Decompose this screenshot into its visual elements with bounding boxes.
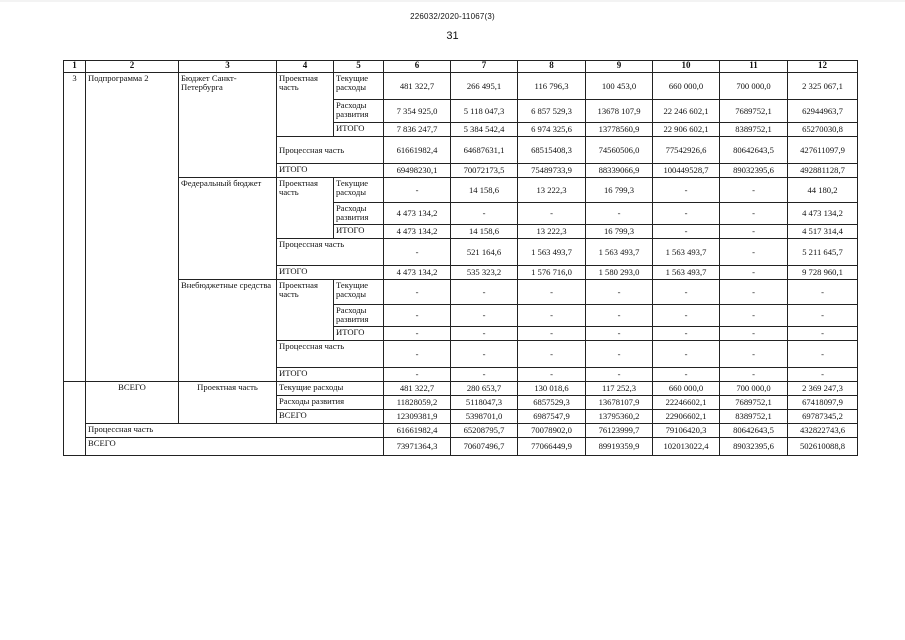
value-cell: 13778560,9	[586, 123, 653, 137]
value-cell: 117 252,3	[586, 382, 653, 396]
grand-total-label: ВСЕГО	[86, 382, 179, 424]
source-extrabudgetary: Внебюджетные средства	[179, 280, 277, 382]
value-cell: -	[720, 239, 788, 266]
value-cell: 4 473 134,2	[384, 225, 451, 239]
value-cell: 89032395,6	[720, 164, 788, 178]
value-cell: 12309381,9	[384, 410, 451, 424]
value-cell: 4 517 314,4	[788, 225, 858, 239]
value-cell: -	[653, 327, 720, 341]
project-part-label: Проектная часть	[179, 382, 277, 424]
value-cell: 5118047,3	[451, 396, 518, 410]
program-name: Подпрограмма 2	[86, 73, 179, 382]
value-cell: 79106420,3	[653, 424, 720, 438]
value-cell: -	[384, 280, 451, 305]
value-cell: -	[788, 341, 858, 368]
value-cell: -	[384, 239, 451, 266]
value-cell: 62944963,7	[788, 100, 858, 123]
col-header: 8	[518, 61, 586, 73]
value-cell: 266 495,1	[451, 73, 518, 100]
value-cell: 521 164,6	[451, 239, 518, 266]
value-cell: 44 180,2	[788, 178, 858, 203]
value-cell: -	[653, 225, 720, 239]
value-cell: 100 453,0	[586, 73, 653, 100]
value-cell: 7689752,1	[720, 396, 788, 410]
value-cell: 80642643,5	[720, 424, 788, 438]
value-cell: -	[451, 327, 518, 341]
value-cell: 73971364,3	[384, 438, 451, 456]
value-cell: 481 322,7	[384, 73, 451, 100]
value-cell: 130 018,6	[518, 382, 586, 396]
development-expenses-label: Расходы развития	[277, 396, 384, 410]
value-cell: 8389752,1	[720, 123, 788, 137]
value-cell: -	[720, 280, 788, 305]
value-cell: 65270030,8	[788, 123, 858, 137]
current-expenses-label: Текущие расходы	[277, 382, 384, 396]
value-cell: -	[720, 203, 788, 225]
value-cell: 7 354 925,0	[384, 100, 451, 123]
value-cell: 13 222,3	[518, 178, 586, 203]
value-cell: 74560506,0	[586, 137, 653, 164]
scan-edge	[0, 0, 905, 2]
source-spb: Бюджет Санкт-Петербурга	[179, 73, 277, 178]
value-cell: 13795360,2	[586, 410, 653, 424]
value-cell: -	[384, 305, 451, 327]
value-cell: -	[788, 305, 858, 327]
value-cell: -	[720, 225, 788, 239]
value-cell: 116 796,3	[518, 73, 586, 100]
project-part-label: Проектная часть	[277, 178, 334, 239]
total-label: ИТОГО	[277, 266, 384, 280]
row-number: 3	[64, 73, 86, 382]
value-cell: 70072173,5	[451, 164, 518, 178]
value-cell: -	[518, 280, 586, 305]
value-cell: 502610088,8	[788, 438, 858, 456]
value-cell: 700 000,0	[720, 382, 788, 396]
value-cell: 432822743,6	[788, 424, 858, 438]
value-cell: -	[384, 368, 451, 382]
value-cell: 5398701,0	[451, 410, 518, 424]
value-cell: 4 473 134,2	[384, 203, 451, 225]
value-cell: -	[451, 305, 518, 327]
subtotal-label: ВСЕГО	[277, 410, 384, 424]
value-cell: -	[518, 368, 586, 382]
source-federal: Федеральный бюджет	[179, 178, 277, 280]
subtotal-label: ИТОГО	[334, 225, 384, 239]
value-cell: 65208795,7	[451, 424, 518, 438]
page-number: 31	[446, 30, 459, 42]
value-cell: -	[518, 341, 586, 368]
value-cell: 9 728 960,1	[788, 266, 858, 280]
value-cell: 6 857 529,3	[518, 100, 586, 123]
value-cell: -	[788, 327, 858, 341]
value-cell: -	[518, 305, 586, 327]
col-header: 3	[179, 61, 277, 73]
col-header: 4	[277, 61, 334, 73]
development-expenses-label: Расходы развития	[334, 203, 384, 225]
value-cell: 89032395,6	[720, 438, 788, 456]
value-cell: 22 246 602,1	[653, 100, 720, 123]
value-cell: 5 384 542,4	[451, 123, 518, 137]
value-cell: 13678107,9	[586, 396, 653, 410]
budget-table	[63, 60, 858, 456]
development-expenses-label: Расходы развития	[334, 100, 384, 123]
value-cell: -	[586, 341, 653, 368]
col-header: 11	[720, 61, 788, 73]
value-cell: 5 211 645,7	[788, 239, 858, 266]
process-part-label: Процессная часть	[277, 239, 384, 266]
subtotal-label: ИТОГО	[334, 123, 384, 137]
row-number-empty	[64, 382, 86, 456]
value-cell: 14 158,6	[451, 225, 518, 239]
total-label: ИТОГО	[277, 368, 384, 382]
value-cell: 535 323,2	[451, 266, 518, 280]
value-cell: 4 473 134,2	[788, 203, 858, 225]
value-cell: -	[518, 327, 586, 341]
value-cell: 660 000,0	[653, 382, 720, 396]
value-cell: -	[720, 266, 788, 280]
development-expenses-label: Расходы развития	[334, 305, 384, 327]
current-expenses-label: Текущие расходы	[334, 178, 384, 203]
value-cell: 22 906 602,1	[653, 123, 720, 137]
subtotal-label: ИТОГО	[334, 327, 384, 341]
value-cell: 7689752,1	[720, 100, 788, 123]
process-part-label: Процессная часть	[86, 424, 384, 438]
project-part-label: Проектная часть	[277, 280, 334, 341]
value-cell: -	[720, 305, 788, 327]
value-cell: 80642643,5	[720, 137, 788, 164]
value-cell: 280 653,7	[451, 382, 518, 396]
value-cell: 88339066,9	[586, 164, 653, 178]
project-part-label: Проектная часть	[277, 73, 334, 137]
value-cell: 77066449,9	[518, 438, 586, 456]
value-cell: 1 576 716,0	[518, 266, 586, 280]
value-cell: 76123999,7	[586, 424, 653, 438]
current-expenses-label: Текущие расходы	[334, 73, 384, 100]
table-row	[64, 382, 858, 396]
value-cell: -	[653, 341, 720, 368]
value-cell: 89919359,9	[586, 438, 653, 456]
col-header: 6	[384, 61, 451, 73]
value-cell: -	[384, 178, 451, 203]
value-cell: 6 974 325,6	[518, 123, 586, 137]
value-cell: -	[653, 368, 720, 382]
value-cell: 700 000,0	[720, 73, 788, 100]
value-cell: 660 000,0	[653, 73, 720, 100]
value-cell: 1 580 293,0	[586, 266, 653, 280]
value-cell: -	[788, 368, 858, 382]
value-cell: 61661982,4	[384, 137, 451, 164]
col-header: 9	[586, 61, 653, 73]
value-cell: -	[384, 327, 451, 341]
table-row	[64, 178, 858, 203]
value-cell: 13678 107,9	[586, 100, 653, 123]
value-cell: -	[586, 203, 653, 225]
value-cell: -	[720, 341, 788, 368]
total-label: ВСЕГО	[86, 438, 384, 456]
value-cell: 16 799,3	[586, 225, 653, 239]
value-cell: -	[518, 203, 586, 225]
value-cell: -	[384, 341, 451, 368]
column-number-row	[64, 61, 858, 73]
value-cell: 1 563 493,7	[518, 239, 586, 266]
value-cell: 427611097,9	[788, 137, 858, 164]
value-cell: -	[451, 203, 518, 225]
value-cell: -	[653, 280, 720, 305]
value-cell: -	[586, 327, 653, 341]
value-cell: 61661982,4	[384, 424, 451, 438]
value-cell: 6857529,3	[518, 396, 586, 410]
value-cell: 22246602,1	[653, 396, 720, 410]
table-row	[64, 424, 858, 438]
value-cell: 22906602,1	[653, 410, 720, 424]
value-cell: 77542926,6	[653, 137, 720, 164]
value-cell: -	[653, 178, 720, 203]
process-part-label: Процессная часть	[277, 137, 384, 164]
value-cell: -	[653, 305, 720, 327]
col-header: 2	[86, 61, 179, 73]
value-cell: -	[653, 203, 720, 225]
table-row	[64, 73, 858, 100]
col-header: 5	[334, 61, 384, 73]
value-cell: 2 369 247,3	[788, 382, 858, 396]
value-cell: 6987547,9	[518, 410, 586, 424]
col-header: 12	[788, 61, 858, 73]
value-cell: 1 563 493,7	[653, 239, 720, 266]
value-cell: -	[451, 341, 518, 368]
value-cell: -	[720, 178, 788, 203]
value-cell: 16 799,3	[586, 178, 653, 203]
col-header: 10	[653, 61, 720, 73]
value-cell: 5 118 047,3	[451, 100, 518, 123]
table-row	[64, 438, 858, 456]
col-header: 7	[451, 61, 518, 73]
value-cell: 69787345,2	[788, 410, 858, 424]
value-cell: 8389752,1	[720, 410, 788, 424]
value-cell: 7 836 247,7	[384, 123, 451, 137]
value-cell: 1 563 493,7	[653, 266, 720, 280]
value-cell: -	[720, 327, 788, 341]
value-cell: -	[586, 280, 653, 305]
value-cell: 100449528,7	[653, 164, 720, 178]
value-cell: 2 325 067,1	[788, 73, 858, 100]
value-cell: 75489733,9	[518, 164, 586, 178]
value-cell: 481 322,7	[384, 382, 451, 396]
value-cell: 11828059,2	[384, 396, 451, 410]
value-cell: -	[586, 368, 653, 382]
value-cell: 4 473 134,2	[384, 266, 451, 280]
total-label: ИТОГО	[277, 164, 384, 178]
value-cell: 102013022,4	[653, 438, 720, 456]
table-row	[64, 280, 858, 305]
value-cell: -	[451, 368, 518, 382]
value-cell: 70078902,0	[518, 424, 586, 438]
value-cell: 64687631,1	[451, 137, 518, 164]
value-cell: 70607496,7	[451, 438, 518, 456]
budget-table-container	[63, 60, 857, 456]
value-cell: -	[788, 280, 858, 305]
value-cell: -	[720, 368, 788, 382]
document-id: 226032/2020-11067(3)	[410, 12, 495, 21]
value-cell: 492881128,7	[788, 164, 858, 178]
current-expenses-label: Текущие расходы	[334, 280, 384, 305]
value-cell: 14 158,6	[451, 178, 518, 203]
col-header: 1	[64, 61, 86, 73]
value-cell: -	[451, 280, 518, 305]
value-cell: -	[586, 305, 653, 327]
value-cell: 68515408,3	[518, 137, 586, 164]
value-cell: 13 222,3	[518, 225, 586, 239]
value-cell: 1 563 493,7	[586, 239, 653, 266]
value-cell: 67418097,9	[788, 396, 858, 410]
process-part-label: Процессная часть	[277, 341, 384, 368]
value-cell: 69498230,1	[384, 164, 451, 178]
